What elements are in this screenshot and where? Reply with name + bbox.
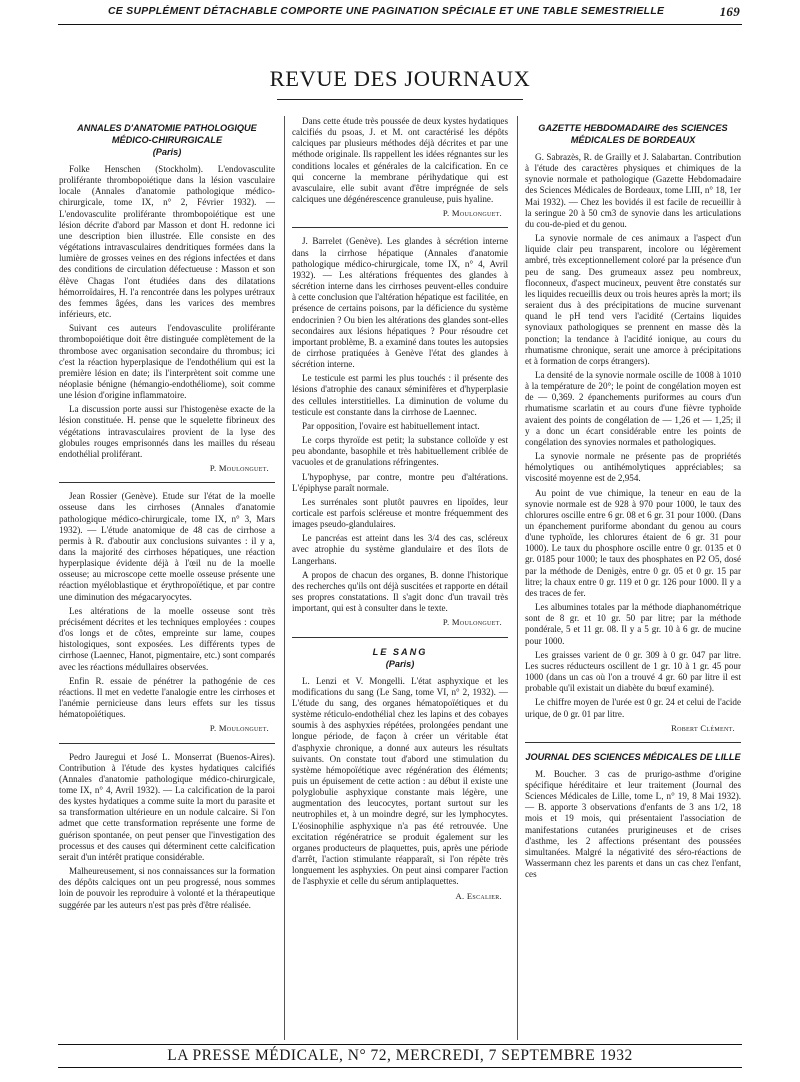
article-paragraph: J. Barrelet (Genève). Les glandes à sécrétion interne dans la cirrhose hépatique (Annales d'anatomie pathologique médico-chirurgicale, tome IX, n° 4, Avril 1932). — Les altérations fréquentes des glandes à sécrétion interne dans les cirrhoses peuvent-elles conduire à cette conclusion que l'altération hépatique est facilitée, en présence de certains poisons, par la déficience du système endocrinien ? Ou bien les altérations des glandes sont-elles secondaires aux lésions hépatiques ? Pour résoudre cet important problème, B. a examiné dans toutes les autopsies de cirrhose pratiquées à Genève l'état des glandes à sécrétion interne.	[292, 236, 509, 370]
page-title: REVUE DES JOURNAUX	[269, 66, 531, 91]
article-paragraph: Les surrénales sont plutôt pauvres en lipoïdes, leur corticale est parfois scléreuse et montre fréquemment des images pseudo-glandulaires.	[292, 496, 508, 530]
article-paragraph: Suivant ces auteurs l'endovasculite proliférante thrombopoiétique doit être distinguée complètement de la thrombose avec organisation secondaire du thrombus; ici c'est la réaction hyperplasique de l'endothélium qui est la première lésion en date; ils l'interprètent soit comme une néoplasie bénigne (hémangio-endothéliome), soit comme une lésion d'origine inflammatoire.	[59, 323, 275, 401]
column-1	[59, 116, 275, 914]
article-paragraph: L'hypophyse, par contre, montre peu d'altérations. L'épiphyse paraît normale.	[292, 471, 508, 493]
section-separator	[525, 742, 741, 743]
section-subtitle: (Paris)	[152, 147, 182, 157]
running-footer	[58, 1044, 742, 1068]
article-paragraph: La synovie normale de ces animaux a l'aspect d'un liquide clair peu transparent, incolore ou légèrement ambré, très exceptionnellement coloré par la présence d'un peu de sang. Des grumeaux assez peu nombreux, floconneux, d'aspect mucineux, peuvent être constatés sur les liquides recueillis deux ou trois heures après la mort; ils seraient dus à des précipitations de mucine survenant quand le pH tend vers l'acidité (Certains liquides synoviaux pathologiques se prennent en masse dès la ponction; la tendance à l'acidité ionique, au cours du rhumatisme chronique, serait une amorce à précipitations et à formation de corps étrangers).	[525, 233, 741, 366]
author-signature: P. Moulonguet.	[442, 617, 502, 628]
article-paragraph: Les albumines totales par la méthode diaphanométrique sont de 8 gr. et 10 gr. 50 par litre; par la méthode pondérale, 5 et 11 gr. 08. Il y a 5 gr. 10 à 6 gr. de mucine pour 1000.	[525, 602, 741, 646]
title-rule	[277, 99, 523, 100]
section-title: LE SANG	[372, 646, 428, 657]
article-paragraph: Dans cette étude très poussée de deux kystes hydatiques calcifiés du psoas, J. et M. ont caractérisé les dépôts calciques par plusieurs méthodes déjà décrites et par une méthode originale. Ils rappellent les idées régnantes sur les conditions locales et générales de la calcification. En ce qui concerne la membrane périhydatique qui est avasculaire, elle subit avant d'être imprégnée de sels calciques une dégénérescence granuleuse, puis hyaline.	[292, 116, 508, 205]
article-paragraph: Pedro Jauregui et José L. Monserrat (Buenos-Aires). Contribution à l'étude des kystes hydatiques calcifiés (Annales d'anatomie pathologique médico-chirurgicale, tome IX, n° 4, Avril 1932). — La calcification de la paroi des kystes hydatiques a comme suite la mort du parasite et sa transformation ultérieure en un nodule calcaire. Si l'on admet que cette transformation représente une forme de guérison spontanée, on peut penser que l'investigation des processus et des causes qui déterminent cette calcification serait d'un intérêt pratique considérable.	[59, 751, 275, 862]
article-paragraph: Les altérations de la moelle osseuse sont très précisément décrites et les techniques employées : coupes d'os longs et de côtes, empreinte sur lame, coupes histologiques, sont exposées. Les différents types de cirrhose (Laennec, Hanot, pigmentaire, etc.) sont comparés avec les réactions médullaires observées.	[59, 605, 275, 672]
column-3	[525, 116, 741, 883]
section-title: GAZETTE HEBDOMADAIRE des SCIENCES MÉDICALES DE BORDEAUX	[538, 123, 728, 145]
article-paragraph: Enfin R. essaie de pénétrer la pathogénie de ces réactions. Il met en vedette l'analogie entre les cirrhoses et l'anémie pernicieuse dans leurs effets sur les tissus hématopoïétiques.	[59, 675, 275, 720]
section-separator	[292, 637, 508, 638]
article-paragraph: Le pancréas est atteint dans les 3/4 des cas, scléreux avec atrophie du système glandulaire et des îlots de Langerhans.	[292, 533, 508, 566]
article-paragraph: Le chiffre moyen de l'urée est 0 gr. 24 et celui de l'acide urique, de 0 gr. 01 par litre.	[525, 697, 741, 719]
article-paragraph: La densité de la synovie normale oscille de 1008 à 1010 à la température de 20°; le point de congélation moyen est de — 0,369. 2 épanchements puriformes au cours d'un rhumatisme scarlatin et au cours d'une fièvre typhoïde avaient des points de congélation de — 1,26 et — 1,25; il y a donc un écart considérable entre les points de congélation des synovies normales et pathologiques.	[525, 369, 741, 447]
article-separator	[59, 482, 275, 483]
article-separator	[292, 227, 508, 228]
article-paragraph: La discussion porte aussi sur l'histogenèse exacte de la lésion constituée. H. pense que le squelette fibrineux des végétations intravasculaires provient de la lyse des globules rouges emprisonnés dans les mailles du réseau endothélial proliférant.	[59, 404, 275, 459]
section-subtitle: (Paris)	[385, 658, 415, 669]
article-paragraph: Le corps thyroïde est petit; la substance colloïde y est peu abondante, basophile et très habituellement criblée de vacuoles et de granulations réfringentes.	[292, 435, 508, 468]
article-paragraph: G. Sabrazès, R. de Grailly et J. Salabartan. Contribution à l'étude des caractères physiques et chimiques de la synovie normale et pathologique (Gazette Hebdomadaire des Sciences Médicales de Bordeaux, tome LIII, n° 18, 1er Mai 1932). — Chez les bovidés il est facile de recueillir à la seringue 20 à 50 cm3 de synovie dans les articulations du cou-de-pied et du genou.	[525, 152, 741, 229]
page-number: 169	[719, 4, 740, 19]
article-paragraph: Jean Rossier (Genève). Etude sur l'état de la moelle osseuse dans les cirrhoses (Annales d'anatomie pathologique médico-chirurgicale, tome IX, n° 3, Mars 1932). — L'étude anatomique de 48 cas de cirrhose a permis à R. d'aboutir aux conclusions suivantes : il y a, dans la majorité des cirrhoses hépatiques, une réaction hyperplasique évidente déjà à l'œil nu de la moelle osseuse; au microscope cette moelle osseuse présente une réaction myéloblastique et érythropoïétique, et par contre une diminution des mégacaryocytes.	[59, 491, 275, 602]
supplement-notice: CE SUPPLÉMENT DÉTACHABLE COMPORTE UNE PAGINATION SPÉCIALE ET UNE TABLE SEMESTRIELLE	[108, 6, 665, 17]
author-signature: Robert Clément.	[671, 722, 735, 733]
journal-issue-line: LA PRESSE MÉDICALE, N° 72, MERCREDI, 7 SEPTEMBRE 1932	[167, 1047, 633, 1064]
article-paragraph: Par opposition, l'ovaire est habituellement intact.	[302, 420, 480, 431]
author-signature: P. Moulonguet.	[209, 723, 269, 734]
article-paragraph: M. Boucher. 3 cas de prurigo-asthme d'origine spécifique héréditaire et leur traitement (Journal des Sciences Médicales de Lille, tome L, n° 19, 8 Mai 1932). — B. apporte 3 observations d'enfants de 3 ans 1/2, 18 mois et 19 mois, qui présentaient l'association de manifestations cutanées prurigineuses et de crises d'asthme, les 2 affections présentant des poussées simultanées. Malgré la négativité des séro-réactions de Wassermann chez les parents et dans un cas chez l'enfant, ces	[525, 768, 741, 880]
author-signature: P. Moulonguet.	[209, 463, 269, 474]
article-paragraph: Folke Henschen (Stockholm). L'endovasculite proliférante thrombopoiétique dans la lésion vasculaire locale (Annales d'anatomie pathologique médico-chirurgicale, tome IX, n° 2, Février 1932). — L'endovasculite proliférante thrombopoiétique est une lésion décrite d'abord par Masson et dont H. redonne ici une description bien illustrée. Elle consiste en des végétations intravasculaires dendritiques formées dans la lumière de grosses veines en des régions infectées et dans des conditions de circulation défectueuse : Masson et son élève Chagas l'ont étudiées dans des dilatations hémorroïdaires, H. l'a rencontrée dans les polypes urétraux des femmes âgées, dans les varices des membres inférieurs, etc.	[59, 164, 275, 320]
column-divider	[284, 116, 285, 1040]
article-paragraph: Au point de vue chimique, la teneur en eau de la synovie normale est de 928 à 970 pour 1000, le taux des chlorures oscille entre 6 gr. 08 et 6 gr. 31 pour 1000. (Dans un épanchement puriforme abondant du genou au cours d'une typhoïde, les chlorures étaient de 6 gr. 31 pour 1000). Le taux du phosphore oscille entre 0 gr. 0135 et 0 gr. 0185 pour 1000; le taux des phosphates en P2 O5, dosé par la méthode de Denigès, entre 0 gr. 05 et 0 gr. 15 par litre; la chaux entre 0 gr. 119 et 0 gr. 126 pour 1000. Il y a des traces de fer.	[525, 487, 741, 598]
article-paragraph: A propos de chacun des organes, B. donne l'historique des recherches qu'ils ont déjà suscitées et rapporte en détail ses propres constatations. Il s'agit donc d'un travail très important, qui est à consulter dans le texte.	[292, 569, 508, 614]
article-paragraph: Malheureusement, si nos connaissances sur la formation des dépôts calciques ont un peu progressé, nous sommes loin de pouvoir les reproduire à volonté et la thérapeutique suggérée par les auteurs n'est pas près d'être réalisée.	[59, 866, 275, 910]
article-separator	[59, 743, 275, 744]
article-paragraph: Les graisses varient de 0 gr. 309 à 0 gr. 047 par litre. Les sucres réducteurs oscillent de 1 gr. 10 à 1 gr. 45 pour 1000 (dans un cas où l'on a trouvé 4 gr. 60 par litre il est probable qu'il existait un diabète du bœuf examiné).	[525, 649, 741, 694]
running-header	[58, 2, 742, 25]
section-title: ANNALES D'ANATOMIE PATHOLOGIQUE MÉDICO-CHIRURGICALE	[77, 123, 257, 145]
column-2	[292, 116, 508, 910]
article-paragraph: Le testicule est parmi les plus touchés : il présente des lésions d'atrophie des canaux séminifères et d'hyperplasie des cellules interstitielles. La diminution de volume du testicule est constante dans la cirrhose de Laennec.	[292, 373, 508, 417]
section-title: JOURNAL DES SCIENCES MÉDICALES DE LILLE	[525, 751, 741, 762]
article-paragraph: La synovie normale ne présente pas de propriétés hémolytiques ou antihémolytiques appréciables; sa viscosité moyenne est de 2,954.	[525, 451, 741, 484]
author-signature: P. Moulonguet.	[442, 208, 502, 219]
article-paragraph: L. Lenzi et V. Mongelli. L'état asphyxique et les modifications du sang (Le Sang, tome VI, n° 2, 1932). — L'étude du sang, des organes hématopoïétiques et du système réticulo-endothélial chez les lapins et des cobayes soumis à des asphyxies répétées, prolongées pendant une longue période, de façon à créer un véritable état d'asphyxie chronique, a donné aux auteurs les résultats suivants. On constate tout d'abord une stimulation du système hémopoïétique avec régénération des éléments; puis un épuisement de cette action : au début il existe une polyglobulie asphyxique constante mais légère, une augmentation des leucocytes, portant surtout sur les neutrophiles et, à un moindre degré, sur les lymphocytes. L'éosinophilie asphyxique n'a pas été retrouvée. Une excitation régénératrice se produit également sur les organes producteurs de plaquettes, puis, après une période d'arrêt, l'action stimulante réapparaît, si l'on répète très longuement les asphyxies. On peut ainsi comparer l'action de l'asphyxie et celle du sérum antiplaquettes.	[292, 675, 508, 887]
column-divider	[517, 116, 518, 1040]
author-signature: A. Escalier.	[455, 890, 502, 901]
